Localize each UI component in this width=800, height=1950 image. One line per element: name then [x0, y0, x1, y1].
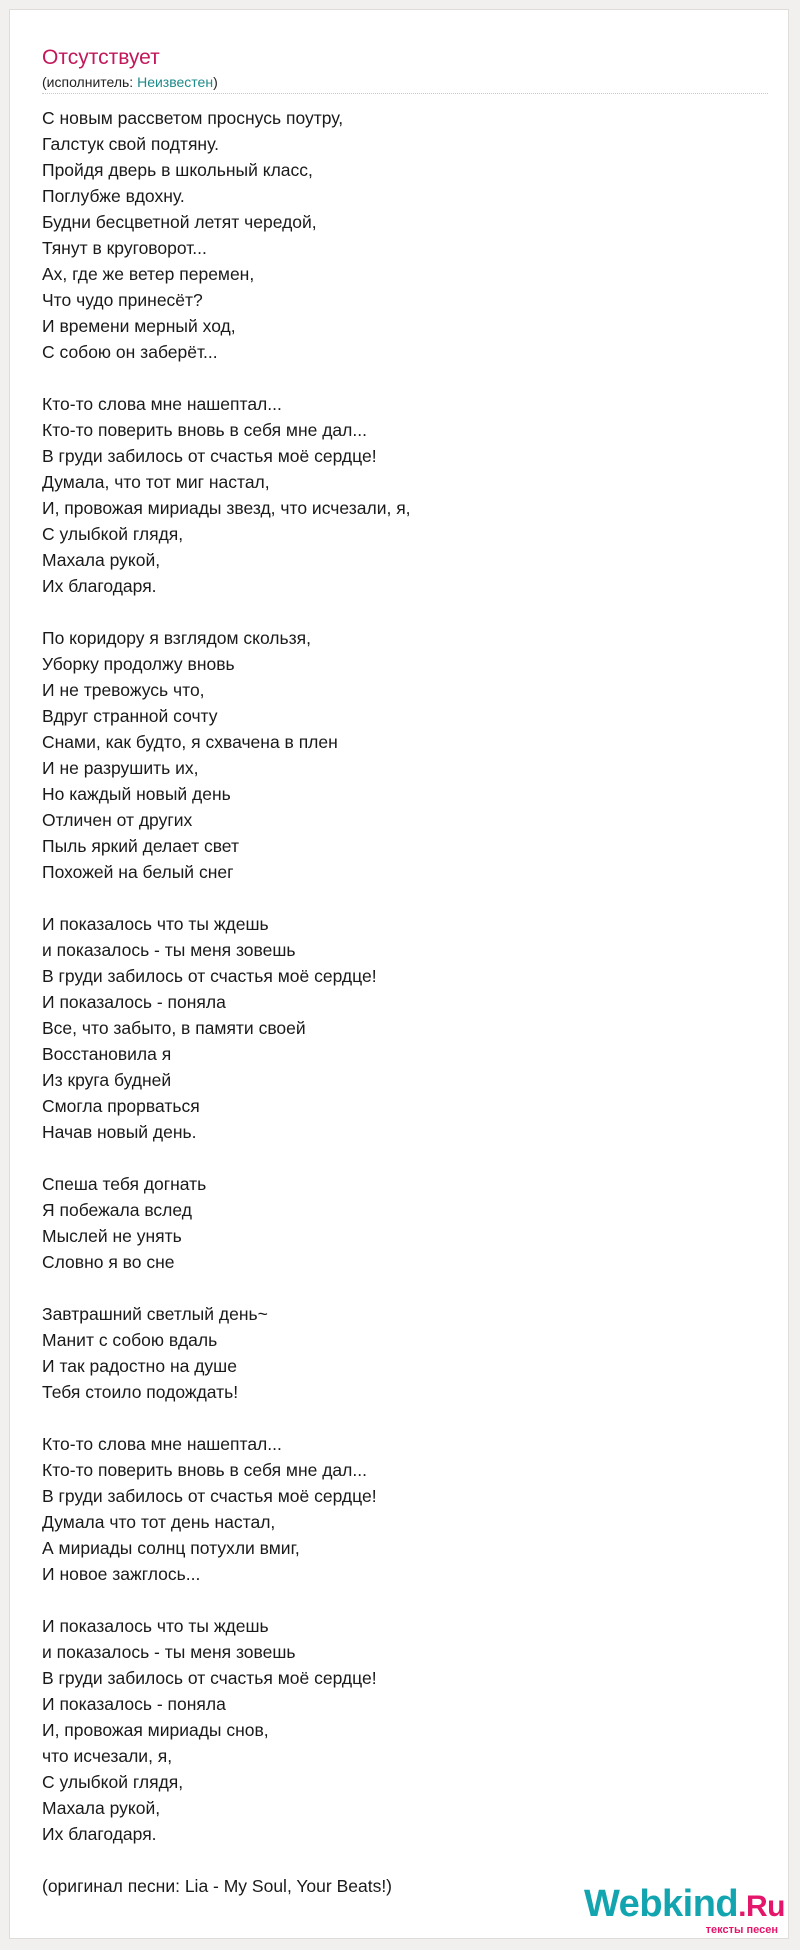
lyric-line: Завтрашний светлый день~	[42, 1304, 268, 1324]
lyric-line: И не разрушить их,	[42, 758, 199, 778]
artist-link[interactable]: Неизвестен	[137, 74, 214, 90]
lyric-line: Похожей на белый снег	[42, 862, 234, 882]
lyrics-stanza	[42, 1301, 762, 1405]
lyrics-page	[9, 9, 789, 1939]
lyrics-stanza	[42, 391, 762, 599]
lyric-line: В груди забилось от счастья моё сердце!	[42, 446, 377, 466]
lyric-line: Но каждый новый день	[42, 784, 231, 804]
lyric-line: В груди забилось от счастья моё сердце!	[42, 1668, 377, 1688]
lyric-line: и показалось - ты меня зовешь	[42, 1642, 296, 1662]
lyrics-stanza	[42, 1613, 762, 1847]
lyric-line: И так радостно на душе	[42, 1356, 237, 1376]
song-title: Отсутствует	[42, 46, 160, 69]
lyric-line: Кто-то слова мне нашептал...	[42, 394, 282, 414]
lyric-line: Кто-то поверить вновь в себя мне дал...	[42, 1460, 367, 1480]
lyric-line: Смогла прорваться	[42, 1096, 200, 1116]
lyric-line: Словно я во сне	[42, 1252, 175, 1272]
lyric-line: А мириады солнц потухли вмиг,	[42, 1538, 300, 1558]
lyric-line: Снами, как будто, я схвачена в плен	[42, 732, 338, 752]
lyric-line: Тебя стоило подождать!	[42, 1382, 239, 1402]
lyrics-body	[42, 105, 762, 1899]
lyric-line: Отличен от других	[42, 810, 193, 830]
lyric-line: И показалось что ты ждешь	[42, 1616, 269, 1636]
lyric-line: Я побежала вслед	[42, 1200, 192, 1220]
lyric-line: Из круга будней	[42, 1070, 172, 1090]
lyric-line: Кто-то поверить вновь в себя мне дал...	[42, 420, 367, 440]
lyric-line: Поглубже вдохну.	[42, 186, 185, 206]
artist-line	[42, 73, 218, 91]
lyric-line: Пыль яркий делает свет	[42, 836, 239, 856]
lyrics-stanza	[42, 911, 762, 1145]
lyric-line: И показалось - поняла	[42, 992, 226, 1012]
lyric-line: И показалось что ты ждешь	[42, 914, 269, 934]
lyric-line: Восстановила я	[42, 1044, 172, 1064]
lyric-line: И новое зажглось...	[42, 1564, 201, 1584]
lyric-line: Ах, где же ветер перемен,	[42, 264, 255, 284]
lyric-line: Тянут в круговорот...	[42, 238, 207, 258]
lyric-line: И не тревожусь что,	[42, 680, 205, 700]
lyric-line: Будни бесцветной летят чередой,	[42, 212, 317, 232]
lyrics-stanza	[42, 105, 762, 365]
lyric-line: С новым рассветом проснусь поутру,	[42, 108, 344, 128]
lyric-line: С собою он заберёт...	[42, 342, 218, 362]
lyric-line: Начав новый день.	[42, 1122, 197, 1142]
lyric-line: что исчезали, я,	[42, 1746, 173, 1766]
site-logo[interactable]	[584, 1882, 784, 1940]
lyrics-stanza	[42, 1431, 762, 1587]
lyric-line: В груди забилось от счастья моё сердце!	[42, 1486, 377, 1506]
lyric-line: Манит с собою вдаль	[42, 1330, 218, 1350]
lyric-line: Мыслей не унять	[42, 1226, 182, 1246]
title-divider	[42, 93, 768, 94]
lyric-line: И показалось - поняла	[42, 1694, 226, 1714]
logo-wordmark	[584, 1882, 785, 1929]
lyric-line: Их благодаря.	[42, 1824, 157, 1844]
lyric-line: Что чудо принесёт?	[42, 290, 203, 310]
lyric-line: По коридору я взглядом скользя,	[42, 628, 311, 648]
lyric-line: Думала, что тот миг настал,	[42, 472, 270, 492]
lyric-line: И времени мерный ход,	[42, 316, 236, 336]
lyric-line: Думала что тот день настал,	[42, 1512, 276, 1532]
lyric-line: Пройдя дверь в школьный класс,	[42, 160, 313, 180]
lyrics-stanza	[42, 1171, 762, 1275]
lyric-line: В груди забилось от счастья моё сердце!	[42, 966, 377, 986]
lyric-line: Галстук свой подтяну.	[42, 134, 219, 154]
lyric-line: Вдруг странной сочту	[42, 706, 218, 726]
lyrics-stanza	[42, 625, 762, 885]
lyric-line: И, провожая мириады снов,	[42, 1720, 269, 1740]
lyric-line: Кто-то слова мне нашептал...	[42, 1434, 282, 1454]
lyric-line: Спеша тебя догнать	[42, 1174, 207, 1194]
source-note: (оригинал песни: Lia - My Soul, Your Beats!)	[42, 1876, 393, 1896]
logo-tld: .Ru	[738, 1890, 785, 1923]
lyric-line: С улыбкой глядя,	[42, 524, 184, 544]
lyric-line: Все, что забыто, в памяти своей	[42, 1018, 306, 1038]
lyric-line: И, провожая мириады звезд, что исчезали, я,	[42, 498, 411, 518]
lyric-line: и показалось - ты меня зовешь	[42, 940, 296, 960]
lyric-line: С улыбкой глядя,	[42, 1772, 184, 1792]
artist-prefix: (исполнитель:	[42, 74, 138, 90]
lyric-line: Уборку продолжу вновь	[42, 654, 235, 674]
lyric-line: Их благодаря.	[42, 576, 157, 596]
lyric-line: Махала рукой,	[42, 1798, 161, 1818]
artist-suffix: )	[213, 74, 218, 90]
logo-tagline: тексты песен	[705, 1924, 778, 1936]
lyric-line: Махала рукой,	[42, 550, 161, 570]
logo-brand: Webkind	[584, 1883, 739, 1925]
